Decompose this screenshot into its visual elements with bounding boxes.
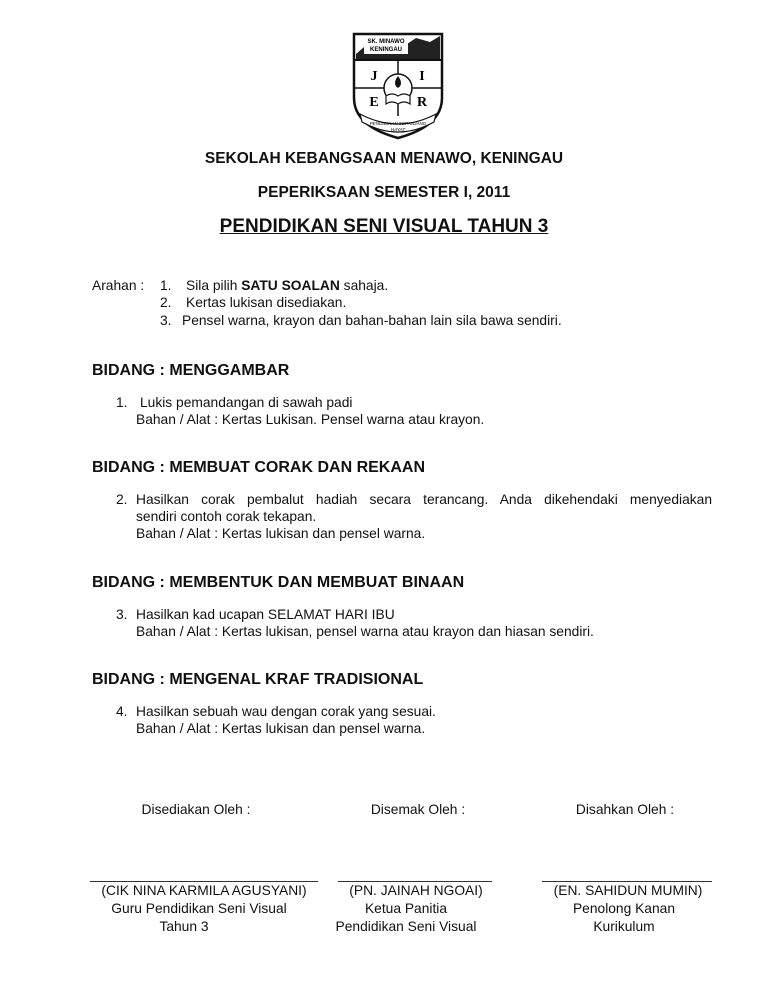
signature-1-role: Disediakan Oleh : bbox=[141, 802, 251, 817]
crest-town-text: KENINGAU bbox=[369, 47, 403, 53]
signature-2-line bbox=[338, 881, 492, 882]
instruction-3: Pensel warna, krayon dan bahan-bahan lain sila bawa sendiri. bbox=[182, 313, 562, 328]
question-4-text: Hasilkan sebuah wau dengan corak yang sesuai. bbox=[136, 704, 436, 719]
signature-2-title: Ketua Panitia bbox=[364, 901, 448, 916]
signature-3-line bbox=[542, 881, 712, 882]
question-2-materials: Bahan / Alat : Kertas lukisan dan pensel warna. bbox=[136, 526, 426, 541]
instruction-1-emphasis: SATU SOALAN bbox=[241, 278, 340, 293]
question-1-text: Lukis pemandangan di sawah padi bbox=[140, 395, 353, 410]
instruction-2-number: 2. bbox=[160, 295, 172, 310]
school-name: SEKOLAH KEBANGSAAN MENAWO, KENINGAU bbox=[204, 150, 564, 167]
signature-3-name: (EN. SAHIDUN MUMIN) bbox=[553, 883, 703, 898]
crest-letter-i: I bbox=[419, 69, 425, 84]
question-1-materials: Bahan / Alat : Kertas Lukisan. Pensel warna atau krayon. bbox=[136, 412, 485, 427]
instruction-2: Kertas lukisan disediakan. bbox=[186, 295, 347, 310]
instructions-label: Arahan : bbox=[92, 278, 145, 293]
question-2-text-continued: sendiri contoh corak tekapan. bbox=[136, 509, 317, 524]
signature-1-title: Guru Pendidikan Seni Visual bbox=[111, 901, 287, 916]
crest-letter-j: J bbox=[370, 69, 378, 84]
subject-title: PENDIDIKAN SENI VISUAL TAHUN 3 bbox=[219, 216, 549, 237]
section-heading-kraf-tradisional: BIDANG : MENGENAL KRAF TRADISIONAL bbox=[92, 671, 424, 688]
question-1-number: 1. bbox=[116, 395, 128, 410]
question-4-number: 4. bbox=[116, 704, 128, 719]
instruction-1-number: 1. bbox=[160, 278, 172, 293]
crest-motto-line2: HAYAT bbox=[390, 127, 406, 132]
question-2-text: Hasilkan corak pembalut hadiah secara terancang. Anda dikehendaki menyediakan bbox=[136, 492, 712, 507]
signature-3-title: Penolong Kanan bbox=[572, 901, 676, 916]
signature-2-title-line2: Pendidikan Seni Visual bbox=[335, 919, 477, 934]
section-heading-corak-rekaan: BIDANG : MEMBUAT CORAK DAN REKAAN bbox=[92, 459, 426, 476]
question-4-materials: Bahan / Alat : Kertas lukisan dan pensel warna. bbox=[136, 721, 426, 736]
crest-school-text: SK. MINAWO bbox=[367, 39, 405, 45]
signature-1-name: (CIK NINA KARMILA AGUSYANI) bbox=[101, 883, 307, 898]
question-3-text: Hasilkan kad ucapan SELAMAT HARI IBU bbox=[136, 607, 395, 622]
signature-3-title-line2: Kurikulum bbox=[593, 919, 655, 934]
signature-2-role: Disemak Oleh : bbox=[370, 802, 466, 817]
signature-1-title-line2: Tahun 3 bbox=[159, 919, 209, 934]
signature-1-line bbox=[90, 881, 318, 882]
question-2-number: 2. bbox=[116, 492, 128, 507]
section-heading-binaan: BIDANG : MEMBENTUK DAN MEMBUAT BINAAN bbox=[92, 574, 465, 591]
question-3-number: 3. bbox=[116, 607, 128, 622]
crest-letter-r: R bbox=[416, 95, 428, 110]
instruction-3-number: 3. bbox=[160, 313, 172, 328]
school-crest-logo bbox=[350, 30, 446, 142]
exam-title: PEPERIKSAAN SEMESTER I, 2011 bbox=[257, 184, 511, 201]
section-heading-menggambar: BIDANG : MENGGAMBAR bbox=[92, 362, 290, 379]
signature-3-role: Disahkan Oleh : bbox=[575, 802, 675, 817]
question-3-materials: Bahan / Alat : Kertas lukisan, pensel warna atau krayon dan hiasan sendiri. bbox=[136, 624, 594, 639]
instruction-1: Sila pilih SATU SOALAN sahaja. bbox=[186, 278, 389, 293]
crest-letter-e: E bbox=[369, 95, 379, 110]
signature-2-name: (PN. JAINAH NGOAI) bbox=[349, 883, 483, 898]
crest-motto-line1: PENDIDIKAN SEPANJANG bbox=[369, 121, 427, 126]
